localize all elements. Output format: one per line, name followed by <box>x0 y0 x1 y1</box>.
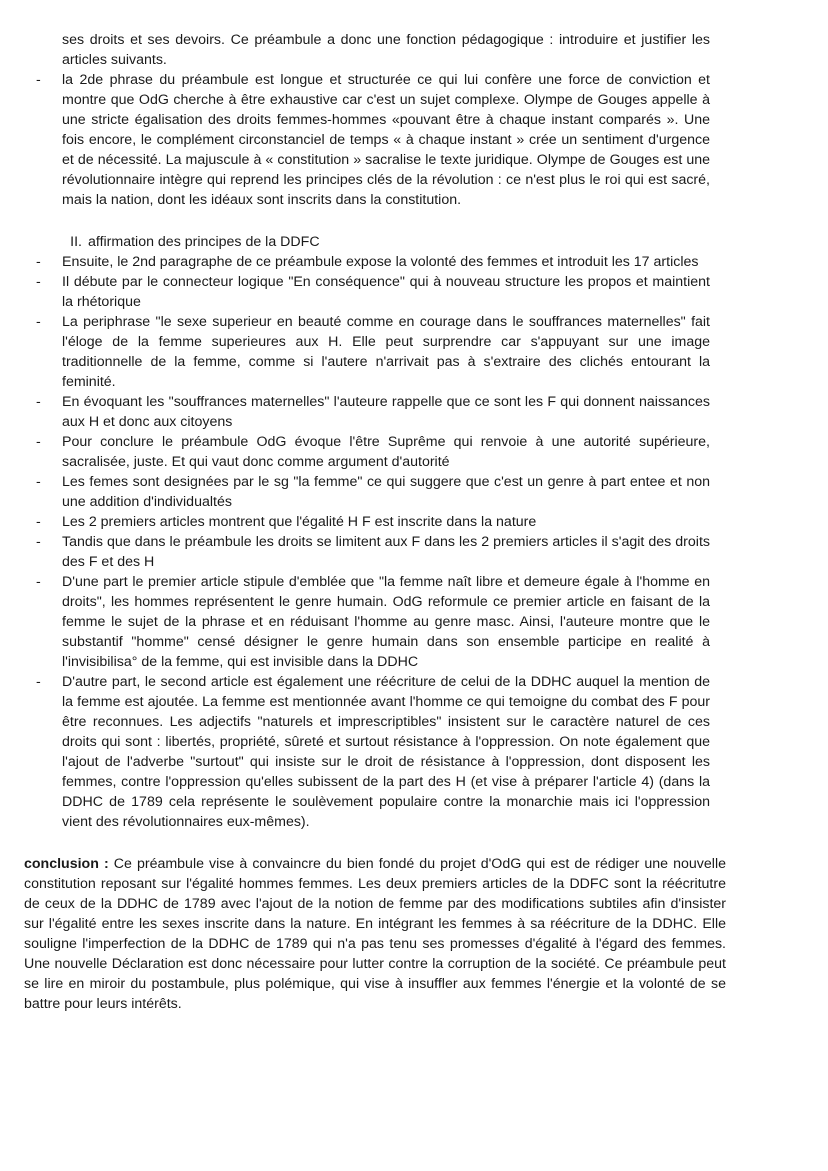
part1-bullet-list <box>62 70 710 210</box>
section-2-heading <box>62 232 710 252</box>
bullet-item: - D'autre part, le second article est également une réécriture de celui de la DDHC auquel la mention de la femme est ajoutée. La femme est mentionnée avant l'homme ce qui temoigne du combat des F pour être reconnues. Les adjectifs "naturels et imprescriptibles" insistent sur le caractère naturel de ces droits qui sont : libertés, propriété, sûreté et surtout résistance à l'oppression. On note également que l'ajout de l'adverbe "surtout" qui insiste sur le droit de résistance à l'oppression, dont disposent les femmes, contre l'oppression qu'elles subissent de la part des H (et vise à préparer l'article 4) (dans la DDHC de 1789 cela représente le soulèvement populaire contre la monarchie mais ici l'oppression vient des révolutionnaires eux-mêmes). <box>62 672 710 832</box>
conclusion-text: Ce préambule vise à convaincre du bien fondé du projet d'OdG qui est de rédiger une nouvelle constitution reposant sur l'égalité hommes femmes. Les deux premiers articles de la DDFC sont la réécritutre de ceux de la DDHC de 1789 avec l'ajout de la notion de femme par des modifications subtiles afin d'insister sur l'égalité entre les sexes inscrite dans la nature. En intégrant les femmes à sa réécriture de la DDHC. Elle souligne l'imperfection de la DDHC de 1789 qui n'a pas tenu ses promesses d'égalité à l'égard des femmes. Une nouvelle Déclaration est donc nécessaire pour lutter contre la corruption de la société. Ce préambule peut se lire en miroir du postambule, plus polémique, qui vise à insuffler aux femmes l'énergie et la volonté de se battre pour leurs intérêts. <box>24 856 726 1012</box>
bullet-item: - La periphrase "le sexe superieur en beauté comme en courage dans le souffrances maternelles" fait l'éloge de la femme superieures aux H. Elle peut surprendre car s'appuyant sur une image traditionnelle de la femme, comme si l'autere n'arrivait pas à s'extraire des clichés entourant la feminité. <box>62 312 710 392</box>
bullet-item: - D'une part le premier article stipule d'emblée que "la femme naît libre et demeure égale à l'homme en droits", les hommes représentent le genre humain. OdG reformule ce premier article en faisant de la femme le sujet de la phrase et en réduisant l'homme au genre masc. Ainsi, l'auteure montre que le substantif "homme" censé désigner le genre humain dans son ensemble participe en realité à l'invisibilisa° de la femme, qui est invisible dans la DDHC <box>62 572 710 672</box>
conclusion-paragraph <box>24 854 726 1014</box>
conclusion-label: conclusion : <box>24 856 109 872</box>
bullet-item: - Tandis que dans le préambule les droits se limitent aux F dans les 2 premiers articles il s'agit des droits des F et des H <box>62 532 710 572</box>
bullet-item: - Les femes sont designées par le sg "la femme" ce qui suggere que c'est un genre à part entee et non une addition d'individualtés <box>62 472 710 512</box>
intro-continuation: ses droits et ses devoirs. Ce préambule a donc une fonction pédagogique : introduire et justifier les articles suivants. <box>62 32 710 68</box>
section-2-title: affirmation des principes de la DDFC <box>88 234 320 250</box>
bullet-item: - Ensuite, le 2nd paragraphe de ce préambule expose la volonté des femmes et introduit les 17 articles <box>62 252 710 272</box>
bullet-item: - En évoquant les "souffrances maternelles" l'auteure rappelle que ce sont les F qui donnent naissances aux H et donc aux citoyens <box>62 392 710 432</box>
bullet-item: - Il débute par le connecteur logique "En conséquence" qui à nouveau structure les propos et maintient la rhétorique <box>62 272 710 312</box>
part2-bullet-list <box>62 252 710 832</box>
bullet-item: - la 2de phrase du préambule est longue et structurée ce qui lui confère une force de conviction et montre que OdG cherche à être exhaustive car c'est un sujet complexe. Olympe de Gouges appelle à une stricte égalisation des droits femmes-hommes «pouvant être à chaque instant comparés ». Une fois encore, le complément circonstanciel de temps « à chaque instant » crée un sentiment d'urgence et de nécessité. La majuscule à « constitution » sacralise le texte juridique. Olympe de Gouges est une révolutionnaire intègre qui reprend les principes clés de la révolution : ce n'est plus le roi qui est sacré, mais la nation, dont les idéaux sont inscrits dans la constitution. <box>62 70 710 210</box>
bullet-item: - Les 2 premiers articles montrent que l'égalité H F est inscrite dans la nature <box>62 512 710 532</box>
bullet-item: - Pour conclure le préambule OdG évoque l'être Suprême qui renvoie à une autorité supérieure, sacralisée, juste. Et qui vaut donc comme argument d'autorité <box>62 432 710 472</box>
section-2-number: II. <box>70 234 82 250</box>
